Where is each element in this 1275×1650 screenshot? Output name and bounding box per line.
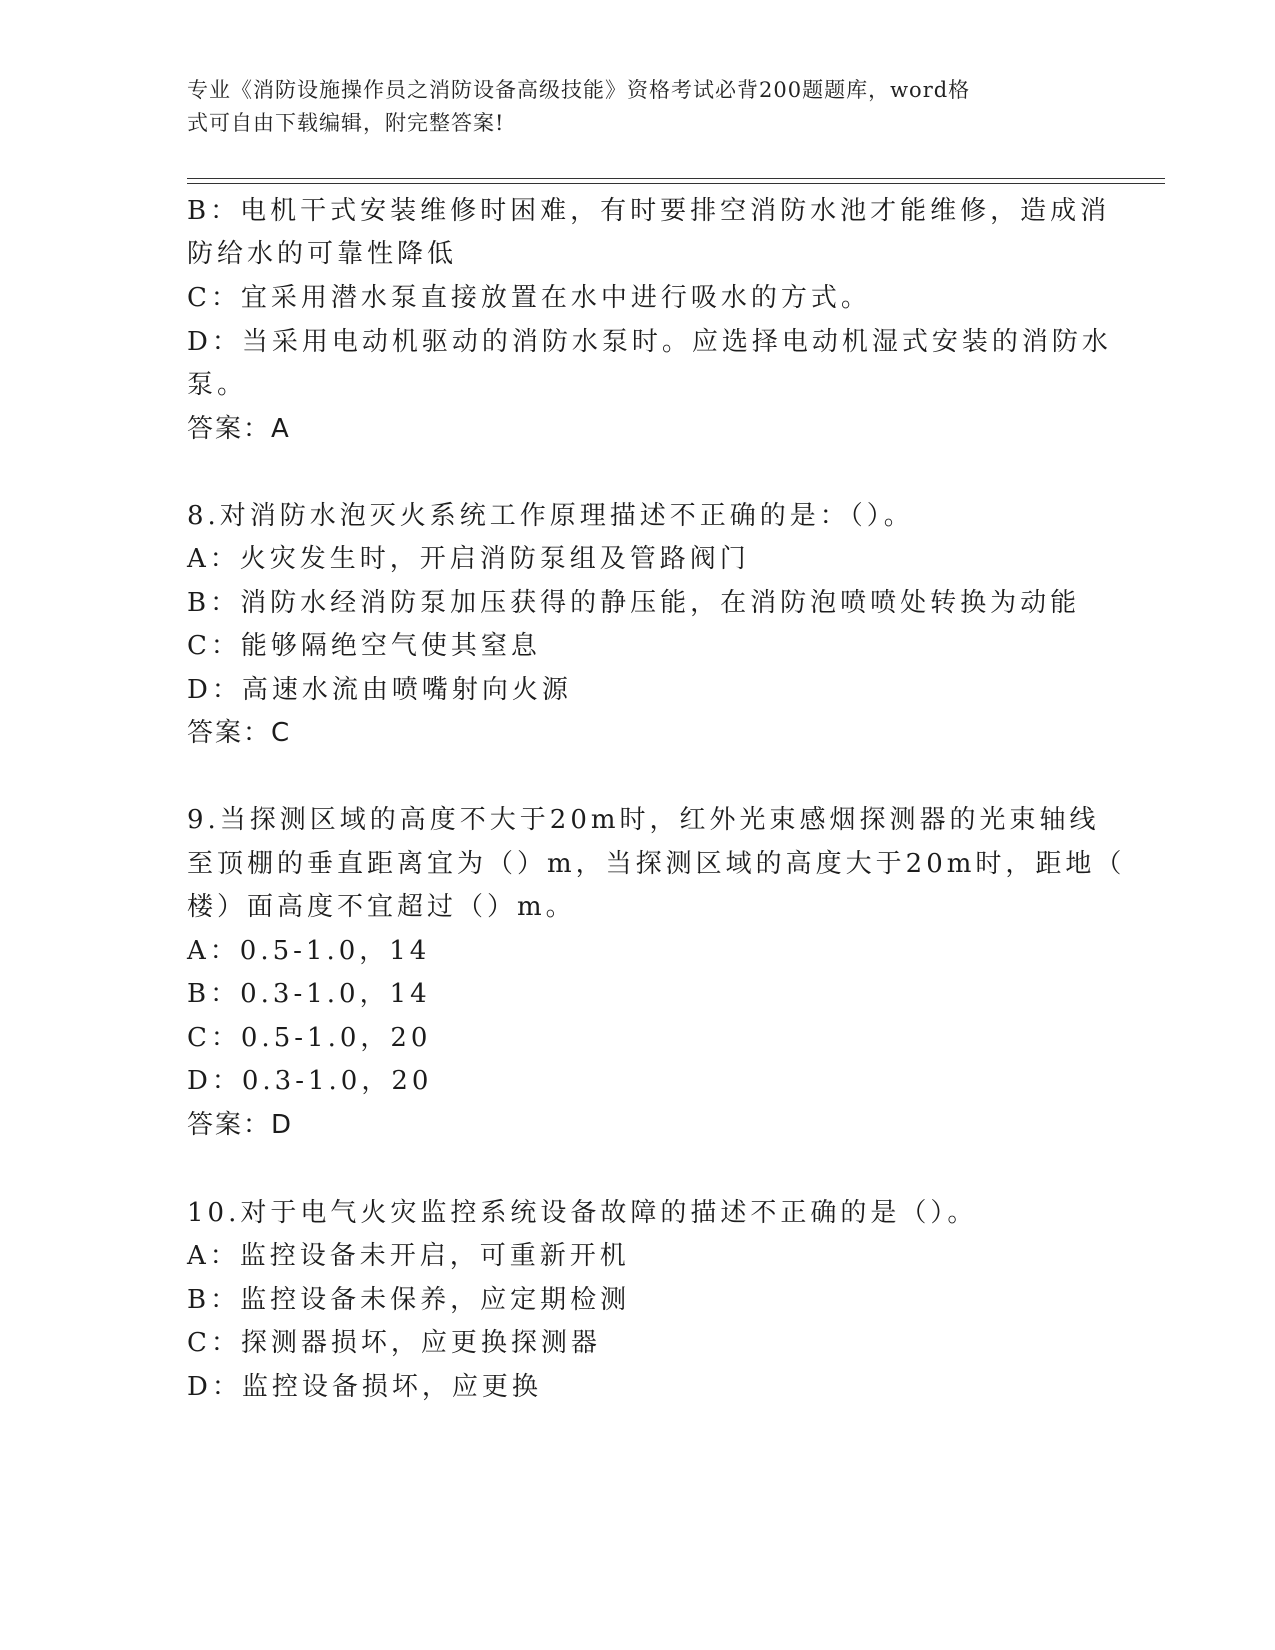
q9-option-d: D：0.3-1.0，20 bbox=[187, 1066, 433, 1096]
q8-option-c: C：能够隔绝空气使其窒息 bbox=[187, 631, 541, 661]
q10-option-a: A：监控设备未开启，可重新开机 bbox=[187, 1241, 630, 1271]
q8-option-a: A：火灾发生时，开启消防泵组及管路阀门 bbox=[187, 544, 750, 574]
q7-option-d-line-1: D：当采用电动机驱动的消防水泵时。应选择电动机湿式安装的消防水 bbox=[187, 327, 1112, 357]
q10-option-c: C：探测器损坏，应更换探测器 bbox=[187, 1328, 601, 1358]
q7-answer: 答案：A bbox=[187, 414, 291, 444]
header-divider-bottom bbox=[187, 183, 1165, 184]
q10-question: 10.对于电气火灾监控系统设备故障的描述不正确的是（）。 bbox=[187, 1198, 978, 1228]
q9-question-line-3: 楼）面高度不宜超过（）m。 bbox=[187, 892, 576, 922]
q7-option-d-line-2: 泵。 bbox=[187, 370, 248, 400]
q9-option-b: B：0.3-1.0，14 bbox=[187, 979, 431, 1009]
q9-answer: 答案：D bbox=[187, 1110, 294, 1140]
q8-answer: 答案：C bbox=[187, 718, 292, 748]
q10-option-b: B：监控设备未保养，应定期检测 bbox=[187, 1285, 631, 1315]
q9-question-line-1: 9.当探测区域的高度不大于20m时，红外光束感烟探测器的光束轴线 bbox=[187, 805, 1100, 835]
q8-option-d: D：高速水流由喷嘴射向火源 bbox=[187, 675, 572, 705]
q8-option-b: B：消防水经消防泵加压获得的静压能，在消防泡喷喷处转换为动能 bbox=[187, 588, 1081, 618]
header-line-1: 专业《消防设施操作员之消防设备高级技能》资格考试必背200题题库，word格 bbox=[187, 78, 971, 102]
header-divider-top bbox=[187, 178, 1165, 179]
q7-option-b-line-2: 防给水的可靠性降低 bbox=[187, 239, 458, 269]
q9-question-line-2: 至顶棚的垂直距离宜为（）m，当探测区域的高度大于20m时，距地（ bbox=[187, 849, 1126, 879]
header-line-2: 式可自由下载编辑，附完整答案! bbox=[187, 111, 505, 135]
q9-option-a: A：0.5-1.0，14 bbox=[187, 936, 431, 966]
q7-option-c: C：宜采用潜水泵直接放置在水中进行吸水的方式。 bbox=[187, 283, 871, 313]
document-header bbox=[187, 74, 1087, 140]
q8-question: 8.对消防水泡灭火系统工作原理描述不正确的是：（）。 bbox=[187, 501, 914, 531]
q10-option-d: D：监控设备损坏，应更换 bbox=[187, 1372, 542, 1402]
q7-option-b-line-1: B：电机干式安装维修时困难，有时要排空消防水池才能维修，造成消 bbox=[187, 196, 1111, 226]
q9-option-c: C：0.5-1.0，20 bbox=[187, 1023, 432, 1053]
